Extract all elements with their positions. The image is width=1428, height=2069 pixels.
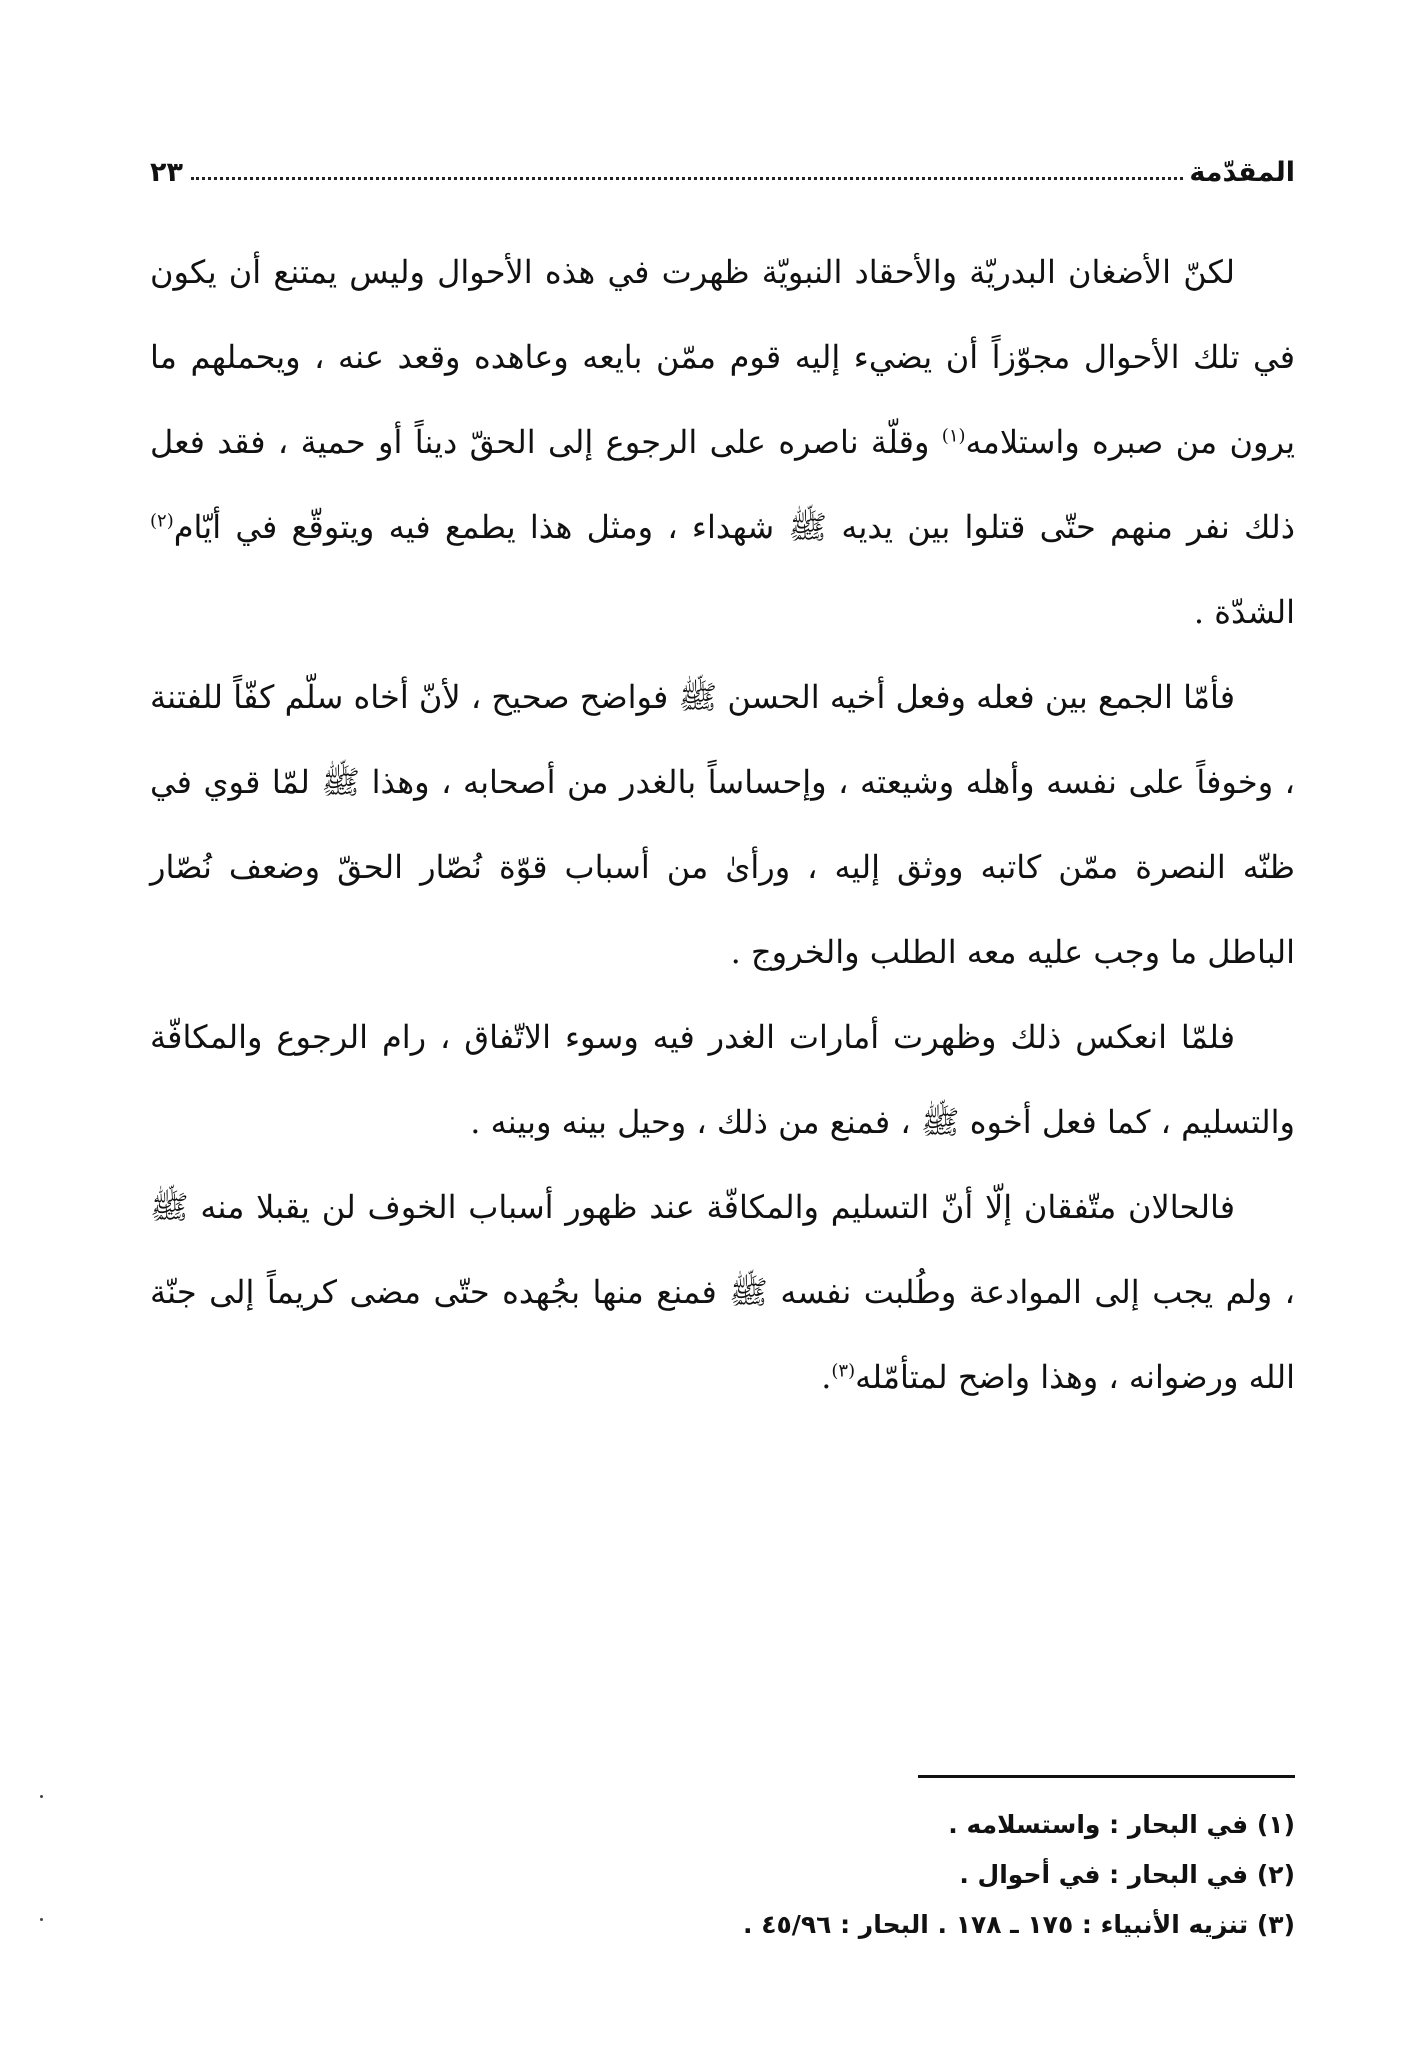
footnote: (١) في البحار : واستسلامه . [948, 1810, 1295, 1839]
footnote: (٣) تنزيه الأنبياء : ١٧٥ ـ ١٧٨ . البحار : ٤٥/٩٦ . [743, 1910, 1295, 1939]
paragraph-text: . [821, 1358, 832, 1396]
paragraph [150, 230, 1295, 655]
paragraph-text: وقلّة ناصره على الرجوع إلى الحقّ ديناً أو حمية ، فقد فعل ذلك نفر منهم حتّى قتلوا بين يديه ﷺ شهداء ، ومثل هذا يطمع فيه ويتوقّع في أيّام [150, 423, 1295, 546]
main-text [150, 230, 1295, 1420]
running-title: المقدّمة [1189, 157, 1295, 188]
footnote-ref: (٣) [831, 1360, 856, 1382]
footnote-separator [918, 1775, 1295, 1778]
footnote-ref: (٢) [150, 510, 174, 532]
page-number: ٢٣ [150, 157, 183, 188]
paragraph-text: فالحالان متّفقان إلّا أنّ التسليم والمكافّة عند ظهور أسباب الخوف لن يقبلا منه ﷺ ، ولم يجب إلى الموادعة وطُلبت نفسه ﷺ فمنع منها بجُهده حتّى مضى كريماً إلى جنّة الله ورضوانه ، وهذا واضح لمتأمّله [150, 1188, 1296, 1396]
scan-speck [40, 1918, 43, 1921]
footnote: (٢) في البحار : في أحوال . [959, 1860, 1295, 1889]
footnotes [150, 1800, 1295, 1950]
paragraph [150, 995, 1295, 1165]
paragraph-text: فأمّا الجمع بين فعله وفعل أخيه الحسن ﷺ فواضح صحيح ، لأنّ أخاه سلّم كفّاً للفتنة ، وخوفاً على نفسه وأهله وشيعته ، وإحساساً بالغدر من أصحابه ، وهذا ﷺ لمّا قوي في ظنّه النصرة ممّن كاتبه ووثق إليه ، ورأىٰ من أسباب قوّة نُصّار الحقّ وضعف نُصّار الباطل ما وجب عليه معه الطلب والخروج . [150, 678, 1296, 971]
paragraph [150, 655, 1295, 995]
paragraph-text: فلمّا انعكس ذلك وظهرت أمارات الغدر فيه وسوء الاتّفاق ، رام الرجوع والمكافّة والتسليم ، كما فعل أخوه ﷺ ، فمنع من ذلك ، وحيل بينه وبينه . [150, 1018, 1295, 1141]
paragraph-text: لكنّ الأضغان البدريّة والأحقاد النبويّة ظهرت في هذه الأحوال وليس يمتنع أن يكون في تلك الأحوال مجوّزاً أن يضيء إليه قوم ممّن بايعه وعاهده وقعد عنه ، ويحملهم ما يرون من صبره واستلامه [150, 253, 1296, 461]
paragraph-text: الشدّة . [1193, 593, 1295, 631]
leader-dots [191, 177, 1183, 180]
scan-speck [40, 1795, 43, 1798]
paragraph [150, 1165, 1295, 1420]
page-header [150, 138, 1295, 188]
footnote-ref: (١) [941, 425, 966, 447]
